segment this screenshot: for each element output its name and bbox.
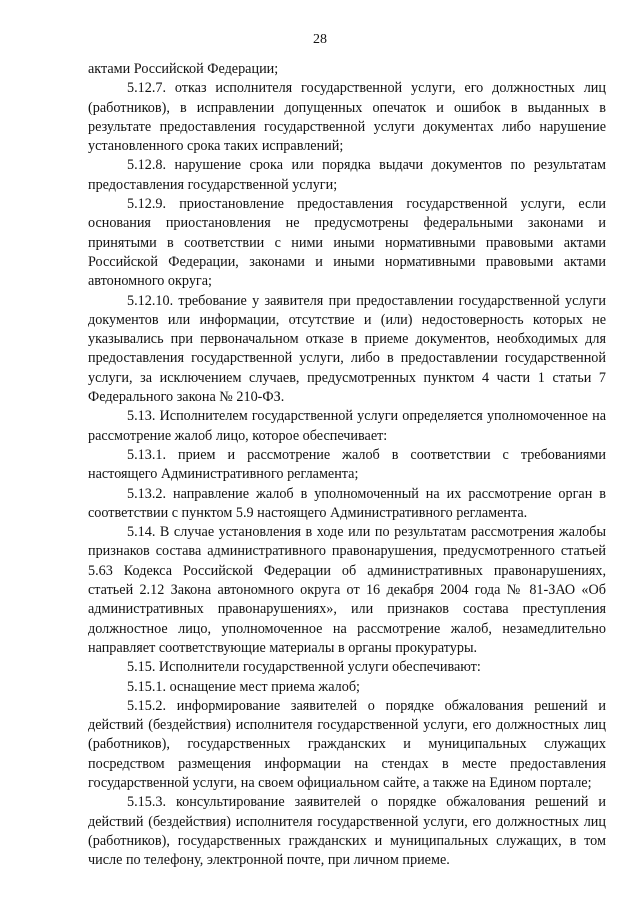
paragraph: 5.15.3. консультирование заявителей о порядке обжалования решений и действий (бездействия) исполнителя государственной услуги, его должностных лиц (работников), государственных гражданских и муниципальных служащих, в том числе по телефону, электронной почте, при личном приеме.: [88, 794, 606, 869]
paragraph: 5.13. Исполнителем государственной услуги определяется уполномоченное на рассмотрение жалоб лицо, которое обеспечивает:: [88, 408, 606, 444]
paragraph: 5.13.1. прием и рассмотрение жалоб в соответствии с требованиями настоящего Административного регламента;: [88, 446, 606, 483]
paragraph: 5.12.8. нарушение срока или порядка выдачи документов по результатам предоставления государственной услуги;: [88, 157, 606, 193]
paragraph: 5.15.1. оснащение мест приема жалоб;: [127, 678, 360, 695]
paragraph: 5.15. Исполнители государственной услуги обеспечивают:: [127, 659, 481, 676]
paragraph: 5.15.2. информирование заявителей о порядке обжалования решений и действий (бездействия) исполнителя государственной услуги, его должностных лиц (работников), государственных гражданских и муниципальных служащих посредством размещения информации на стендах в месте предоставления государственной услуги, на своем официальном сайте, а также на Едином портале;: [88, 697, 606, 791]
paragraph: 5.12.10. требование у заявителя при предоставлении государственной услуги документов или информации, отсутствие и (или) недостоверность которых не указывались при первоначальном отказе в приеме документов, необходимых для предоставления государственной услуги, либо в предоставлении государственной услуги, за исключением случаев, предусмотренных пунктом 4 части 1 статьи 7 Федерального закона № 210-ФЗ.: [88, 292, 606, 406]
paragraph: 5.12.7. отказ исполнителя государственной услуги, его должностных лиц (работников), в исправлении допущенных опечаток и ошибок в выданных в результате предоставления государственной услуги документах либо нарушение установленного срока таких исправлений;: [88, 80, 606, 155]
paragraph: 5.12.9. приостановление предоставления государственной услуги, если основания приостановления не предусмотрены федеральными законами и принятыми в соответствии с ними иными нормативными правовыми актами Российской Федерации, законами и иными нормативными правовыми актами автономного округа;: [88, 196, 606, 290]
page-number: 28: [313, 32, 327, 47]
paragraph: 5.14. В случае установления в ходе или по результатам рассмотрения жалобы признаков состава административного правонарушения, предусмотренного статьей 5.63 Кодекса Российской Федерации об административных правонарушениях, статьей 2.12 Закона автономного округа от 16 декабря 2004 года № 81-ЗАО «Об административных правонарушениях», или признаков состава преступления должностное лицо, уполномоченное на рассмотрение жалоб, незамедлительно направляет соответствующие материалы в органы прокуратуры.: [88, 524, 606, 656]
document-body: [88, 60, 606, 870]
paragraph: 5.13.2. направление жалоб в уполномоченный на их рассмотрение орган в соответствии с пунктом 5.9 настоящего Административного регламента.: [88, 485, 606, 521]
paragraph: актами Российской Федерации;: [88, 61, 279, 77]
